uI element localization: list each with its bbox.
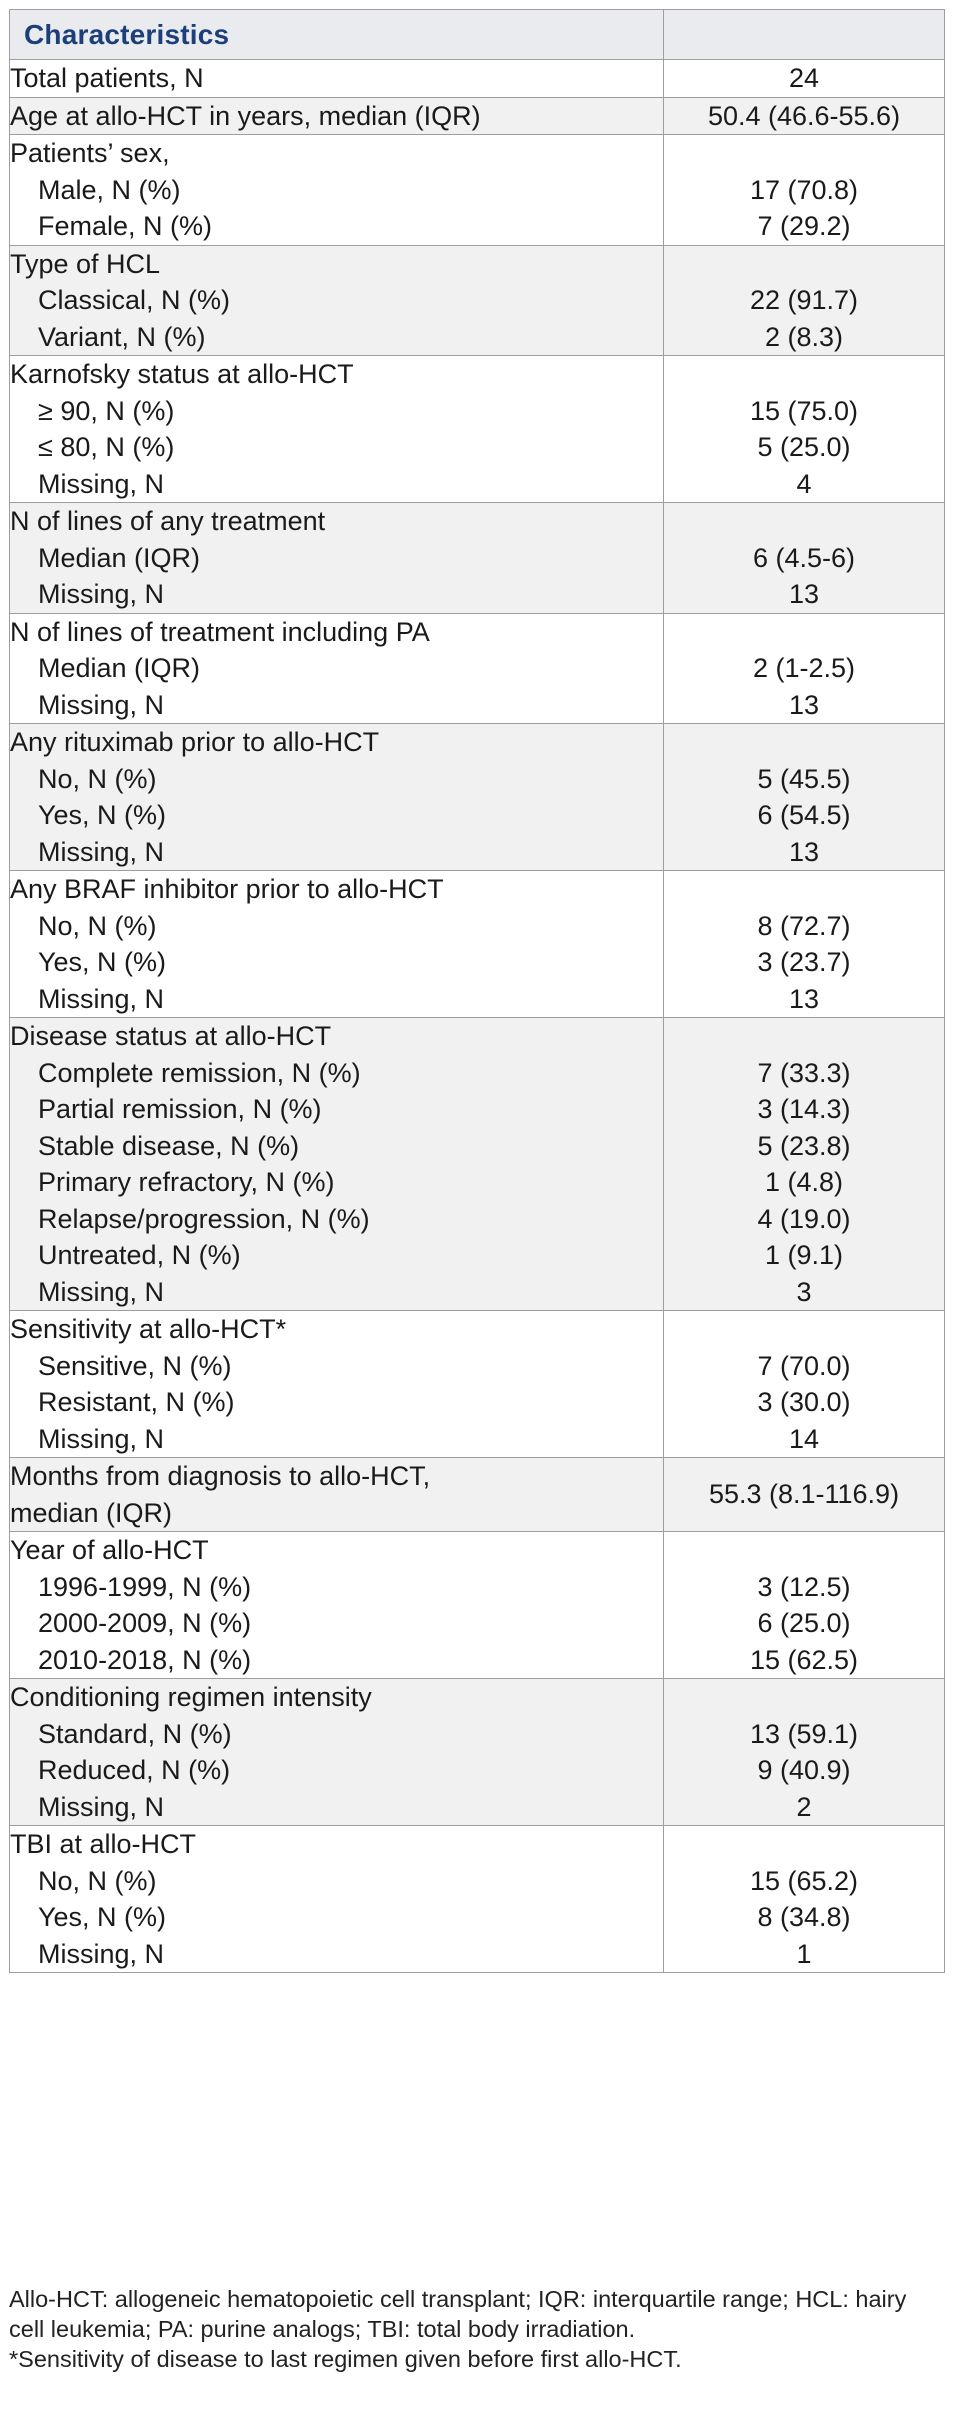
- characteristic-cell: [10, 1532, 664, 1679]
- row-item-label: Median (IQR): [38, 542, 201, 573]
- table-row: [10, 503, 945, 614]
- row-item-label: Missing, N: [38, 836, 165, 867]
- characteristic-cell: [10, 613, 664, 724]
- row-title: Any BRAF inhibitor prior to allo-HCT: [10, 874, 444, 904]
- value-spacer: [664, 503, 944, 540]
- table-header-row: [10, 10, 945, 60]
- row-item-label: Missing, N: [38, 1423, 165, 1454]
- row-item-value: 22 (91.7): [749, 285, 859, 315]
- row-item-value: 8 (72.7): [757, 910, 851, 941]
- row-item-value: 8 (34.8): [757, 1902, 851, 1932]
- row-title: Conditioning regimen intensity: [10, 1682, 372, 1712]
- characteristic-cell: [10, 356, 664, 503]
- row-item-value: 13: [788, 836, 820, 867]
- characteristic-cell: [10, 245, 664, 356]
- row-item-label: Sensitive, N (%): [38, 1350, 232, 1381]
- characteristic-cell: [10, 1311, 664, 1458]
- table-row: [10, 135, 945, 246]
- table-row: [10, 245, 945, 356]
- row-item-label: No, N (%): [38, 910, 157, 941]
- row-value: 24: [788, 63, 820, 93]
- abbreviations-footnote: Allo-HCT: allogeneic hematopoietic cell transplant; IQR: interquartile range; HCL: hairy cell leukemia; PA: purine analogs; TBI: total body irradiation.: [9, 2286, 907, 2342]
- row-item-value: 9 (40.9): [757, 1755, 851, 1785]
- row-title: N of lines of any treatment: [10, 506, 326, 536]
- value-cell: [664, 1826, 945, 1973]
- row-item-value: 14: [788, 1423, 820, 1454]
- value-cell: [664, 503, 945, 614]
- value-cell: [664, 1311, 945, 1458]
- value-spacer: [664, 614, 944, 651]
- row-title: TBI at allo-HCT: [10, 1829, 197, 1859]
- table-row: [10, 60, 945, 98]
- characteristic-cell: [10, 60, 664, 98]
- table-row: [10, 97, 945, 135]
- characteristic-cell: [10, 97, 664, 135]
- row-item-value: 3 (30.0): [757, 1387, 851, 1417]
- row-item-value: 13: [788, 983, 820, 1014]
- row-item-value: 13: [788, 579, 820, 609]
- row-item-value: 7 (70.0): [757, 1350, 851, 1381]
- table-row: [10, 1018, 945, 1311]
- row-title: Disease status at allo-HCT: [10, 1021, 332, 1051]
- row-item-value: 1 (9.1): [764, 1240, 844, 1270]
- row-item-value: 2 (1-2.5): [752, 653, 856, 683]
- row-item-value: 5 (23.8): [757, 1130, 851, 1161]
- value-cell: [664, 1532, 945, 1679]
- row-title: Karnofsky status at allo-HCT: [10, 359, 354, 389]
- row-item-label: 2000-2009, N (%): [38, 1608, 252, 1638]
- characteristic-cell: [10, 1679, 664, 1826]
- characteristic-cell: [10, 871, 664, 1018]
- value-spacer: [664, 724, 944, 761]
- value-spacer: [664, 1018, 944, 1055]
- row-item-label: No, N (%): [38, 1865, 157, 1896]
- row-item-value: 3 (23.7): [757, 947, 851, 977]
- table-row: [10, 613, 945, 724]
- value-cell: [664, 724, 945, 871]
- row-item-label: No, N (%): [38, 763, 157, 794]
- row-item-value: 3: [796, 1276, 812, 1307]
- characteristics-table-container: [9, 9, 944, 1973]
- row-item-value: 2: [796, 1791, 812, 1822]
- row-item-value: 5 (45.5): [757, 763, 851, 794]
- row-item-label: Median (IQR): [38, 653, 201, 683]
- row-item-label: Primary refractory, N (%): [38, 1167, 335, 1197]
- table-row: [10, 1311, 945, 1458]
- row-item-value: 4: [796, 468, 812, 499]
- table-row: [10, 1532, 945, 1679]
- row-title: Age at allo-HCT in years, median (IQR): [10, 100, 481, 131]
- value-spacer: [664, 871, 944, 908]
- row-item-label: Missing, N: [38, 468, 165, 499]
- value-cell: [664, 1458, 945, 1532]
- characteristic-cell: [10, 1458, 664, 1532]
- row-item-label: ≥ 90, N (%): [38, 395, 175, 426]
- value-cell: [664, 1018, 945, 1311]
- row-value: 50.4 (46.6-55.6): [707, 100, 901, 131]
- characteristics-table: [9, 9, 945, 1973]
- row-item-value: 13: [788, 689, 820, 720]
- row-item-value: 6 (54.5): [757, 800, 851, 830]
- row-item-label: Standard, N (%): [38, 1718, 232, 1749]
- row-item-value: 15 (62.5): [749, 1644, 859, 1675]
- table-row: [10, 1826, 945, 1973]
- row-item-value: 5 (25.0): [757, 432, 851, 462]
- value-cell: [664, 613, 945, 724]
- characteristic-cell: [10, 1826, 664, 1973]
- value-spacer: [664, 1826, 944, 1863]
- table-row: [10, 1679, 945, 1826]
- header-label: Characteristics: [24, 18, 230, 50]
- row-title: Patients’ sex,: [10, 138, 170, 168]
- row-item-label: Classical, N (%): [38, 285, 231, 315]
- row-item-value: 3 (14.3): [757, 1094, 851, 1124]
- value-spacer: [664, 1311, 944, 1348]
- row-item-value: 6 (4.5-6): [752, 542, 856, 573]
- row-title-continued: median (IQR): [10, 1497, 173, 1528]
- value-cell: [664, 871, 945, 1018]
- row-item-value: 6 (25.0): [757, 1608, 851, 1638]
- row-item-label: Yes, N (%): [38, 947, 167, 977]
- row-item-label: 1996-1999, N (%): [38, 1571, 252, 1602]
- row-item-value: 13 (59.1): [749, 1718, 859, 1749]
- row-title: N of lines of treatment including PA: [10, 616, 430, 647]
- table-footnotes: [9, 2284, 947, 2374]
- value-spacer: [664, 356, 944, 393]
- header-characteristics: [10, 10, 664, 60]
- row-item-value: 7 (29.2): [757, 211, 851, 241]
- characteristic-cell: [10, 724, 664, 871]
- row-item-label: Complete remission, N (%): [38, 1057, 361, 1088]
- row-item-label: Yes, N (%): [38, 800, 167, 830]
- value-cell: [664, 97, 945, 135]
- value-spacer: [664, 246, 944, 283]
- row-item-value: 15 (75.0): [749, 395, 859, 426]
- value-cell: [664, 356, 945, 503]
- row-item-label: Variant, N (%): [38, 321, 206, 352]
- header-value: [664, 10, 945, 60]
- row-title: Any rituximab prior to allo-HCT: [10, 727, 380, 757]
- row-item-label: 2010-2018, N (%): [38, 1644, 252, 1675]
- characteristic-cell: [10, 503, 664, 614]
- row-item-label: Yes, N (%): [38, 1902, 167, 1932]
- row-item-label: Female, N (%): [38, 211, 213, 241]
- row-title: Sensitivity at allo-HCT*: [10, 1314, 287, 1344]
- value-spacer: [664, 1532, 944, 1569]
- row-item-label: Missing, N: [38, 689, 165, 720]
- row-item-label: Male, N (%): [38, 174, 181, 205]
- asterisk-footnote: *Sensitivity of disease to last regimen given before first allo-HCT.: [9, 2346, 682, 2372]
- value-cell: [664, 1679, 945, 1826]
- table-row: [10, 871, 945, 1018]
- row-item-label: Partial remission, N (%): [38, 1094, 322, 1124]
- row-item-label: Resistant, N (%): [38, 1387, 235, 1417]
- row-item-label: Missing, N: [38, 579, 165, 609]
- characteristic-cell: [10, 1018, 664, 1311]
- row-value: 55.3 (8.1-116.9): [708, 1479, 900, 1510]
- characteristic-cell: [10, 135, 664, 246]
- table-row: [10, 356, 945, 503]
- row-item-value: 7 (33.3): [757, 1057, 851, 1088]
- value-cell: [664, 135, 945, 246]
- row-item-label: Missing, N: [38, 1791, 165, 1822]
- row-item-label: Relapse/progression, N (%): [38, 1203, 370, 1234]
- row-item-value: 1 (4.8): [764, 1167, 844, 1197]
- table-row: [10, 1458, 945, 1532]
- row-item-label: Reduced, N (%): [38, 1755, 231, 1785]
- row-item-value: 1: [796, 1938, 812, 1969]
- row-item-value: 2 (8.3): [764, 321, 844, 352]
- row-item-label: Missing, N: [38, 1938, 165, 1969]
- row-item-label: Untreated, N (%): [38, 1240, 241, 1270]
- row-item-label: Stable disease, N (%): [38, 1130, 300, 1161]
- value-cell: [664, 245, 945, 356]
- row-item-label: Missing, N: [38, 983, 165, 1014]
- row-title: Months from diagnosis to allo-HCT,: [10, 1461, 431, 1491]
- table-body: [10, 60, 945, 1973]
- value-spacer: [664, 135, 944, 172]
- row-item-value: 4 (19.0): [757, 1203, 851, 1234]
- row-item-label: Missing, N: [38, 1276, 165, 1307]
- table-row: [10, 724, 945, 871]
- row-item-value: 15 (65.2): [749, 1865, 859, 1896]
- row-title: Year of allo-HCT: [10, 1535, 209, 1565]
- row-item-value: 17 (70.8): [749, 174, 859, 205]
- row-title: Total patients, N: [10, 63, 204, 93]
- value-spacer: [664, 1679, 944, 1716]
- row-item-value: 3 (12.5): [757, 1571, 851, 1602]
- row-item-label: ≤ 80, N (%): [38, 432, 175, 462]
- row-title: Type of HCL: [10, 248, 161, 279]
- value-cell: [664, 60, 945, 98]
